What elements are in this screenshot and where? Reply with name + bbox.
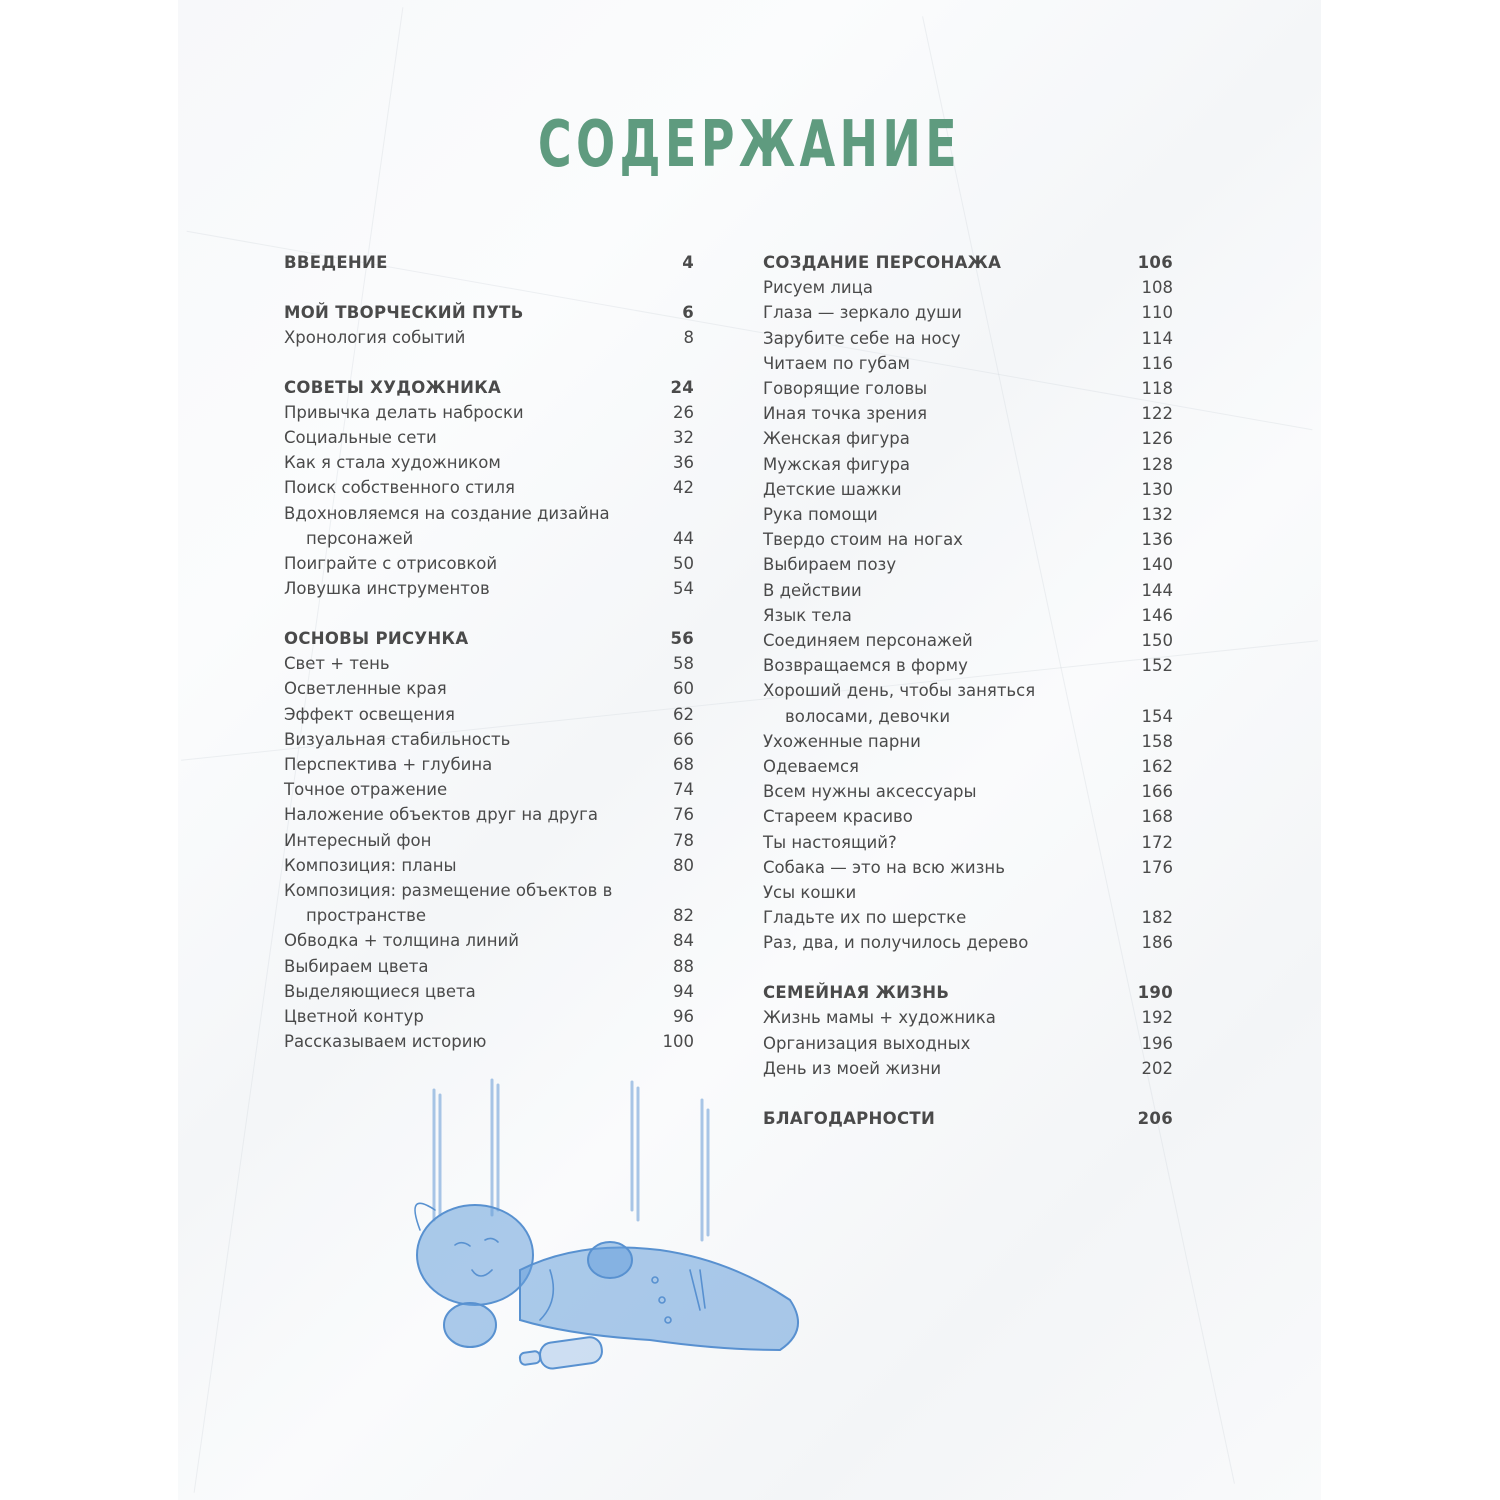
toc-entry-label: Гладьте их по шерстке — [763, 908, 967, 928]
toc-entry-page: 122 — [1141, 404, 1173, 424]
toc-entry[interactable] — [284, 450, 694, 475]
toc-heading-page: 106 — [1137, 253, 1173, 272]
toc-heading-label: ВВЕДЕНИЕ — [284, 253, 388, 272]
toc-entry[interactable] — [763, 477, 1173, 502]
toc-entry[interactable] — [284, 501, 694, 551]
toc-entry-label: Стареем красиво — [763, 807, 913, 827]
toc-entry-page: 172 — [1141, 832, 1173, 852]
toc-entry-page: 26 — [673, 402, 694, 422]
toc-entry-page: 108 — [1141, 278, 1173, 298]
toc-heading-label: МОЙ ТВОРЧЕСКИЙ ПУТЬ — [284, 302, 524, 322]
toc-entry[interactable] — [284, 878, 694, 928]
toc-entry[interactable] — [763, 779, 1173, 804]
toc-heading-label: СЕМЕЙНАЯ ЖИЗНЬ — [763, 983, 950, 1003]
toc-entry-page: 116 — [1141, 353, 1173, 373]
toc-entry[interactable] — [284, 325, 694, 350]
toc-entry-label: Интересный фон — [284, 830, 432, 850]
toc-entry[interactable] — [763, 527, 1173, 552]
toc-entry-label: Хороший день, чтобы заняться волосами, девочки — [763, 681, 1036, 726]
toc-entry-label: Рука помощи — [763, 505, 878, 525]
toc-entry-label: Собака — это на всю жизнь — [763, 857, 1005, 877]
toc-entry-page: 140 — [1141, 555, 1173, 575]
toc-entry-label: Говорящие головы — [763, 379, 928, 399]
toc-entry-label: Твердо стоим на ногах — [763, 530, 963, 550]
toc-entry[interactable] — [763, 275, 1173, 300]
toc-heading-page: 6 — [682, 302, 694, 322]
toc-entry-label: Вдохновляемся на создание дизайна персонажей — [284, 503, 610, 548]
toc-entry[interactable] — [763, 729, 1173, 754]
toc-entry-label: Возвращаемся в форму — [763, 656, 968, 676]
toc-entry-page: 76 — [673, 805, 694, 825]
toc-entry-page: 132 — [1141, 505, 1173, 525]
toc-entry-label: Усы кошки — [763, 883, 857, 903]
toc-entry[interactable] — [284, 425, 694, 450]
toc-entry[interactable] — [763, 1031, 1173, 1056]
toc-entry[interactable] — [763, 905, 1173, 930]
toc-heading-label: СОЗДАНИЕ ПЕРСОНАЖА — [763, 253, 1002, 272]
toc-entry-page: 36 — [673, 453, 694, 473]
toc-entry[interactable] — [284, 954, 694, 979]
toc-entry-page: 176 — [1141, 857, 1173, 877]
toc-entry-page: 136 — [1141, 530, 1173, 550]
toc-entry[interactable] — [763, 426, 1173, 451]
toc-entry[interactable] — [284, 551, 694, 576]
toc-entry[interactable] — [763, 300, 1173, 325]
toc-entry-label: Детские шажки — [763, 479, 902, 499]
toc-heading-page: 206 — [1137, 1108, 1173, 1128]
toc-entry-page: 66 — [673, 729, 694, 749]
toc-heading-label: БЛАГОДАРНОСТИ — [763, 1108, 936, 1128]
toc-entry-page: 60 — [673, 679, 694, 699]
toc-entry-page: 144 — [1141, 580, 1173, 600]
toc-entry[interactable] — [284, 1029, 694, 1054]
toc-entry-page: 154 — [1141, 706, 1173, 726]
toc-entry-page: 96 — [673, 1006, 694, 1026]
toc-entry-page: 54 — [673, 579, 694, 599]
toc-entry-page: 118 — [1141, 379, 1173, 399]
toc-entry-page: 74 — [673, 780, 694, 800]
toc-heading-page: 4 — [682, 253, 694, 272]
toc-entry[interactable] — [763, 578, 1173, 603]
toc-entry[interactable] — [763, 930, 1173, 955]
toc-heading-label: СОВЕТЫ ХУДОЖНИКА — [284, 377, 502, 397]
toc-entry[interactable] — [284, 676, 694, 701]
toc-heading-page: 56 — [670, 628, 694, 648]
toc-entry-page: 78 — [673, 830, 694, 850]
toc-entry-page: 88 — [673, 956, 694, 976]
toc-entry-label: Свет + тень — [284, 654, 390, 674]
toc-entry-label: Визуальная стабильность — [284, 729, 511, 749]
toc-entry[interactable] — [763, 880, 1173, 905]
toc-entry-page: 166 — [1141, 782, 1173, 802]
toc-entry[interactable] — [763, 326, 1173, 351]
toc-entry-label: Читаем по губам — [763, 353, 910, 373]
toc-entry-label: Соединяем персонажей — [763, 631, 973, 651]
toc-entry[interactable] — [763, 452, 1173, 477]
toc-entry-label: Язык тела — [763, 605, 852, 625]
baby-body — [417, 1205, 798, 1350]
toc-entry[interactable] — [763, 628, 1173, 653]
toc-entry-page: 62 — [673, 704, 694, 724]
toc-entry[interactable] — [763, 603, 1173, 628]
toc-entry-label: Ловушка инструментов — [284, 579, 490, 599]
toc-entry-page: 162 — [1141, 757, 1173, 777]
toc-entry[interactable] — [763, 552, 1173, 577]
toc-entry[interactable] — [284, 1004, 694, 1029]
toc-right-column — [763, 250, 1173, 1155]
toc-entry-label: Наложение объектов друг на друга — [284, 805, 598, 825]
toc-entry-page: 196 — [1141, 1033, 1173, 1053]
toc-entry-label: Как я стала художником — [284, 453, 501, 473]
toc-entry-label: Социальные сети — [284, 428, 437, 448]
toc-entry-label: Иная точка зрения — [763, 404, 928, 424]
toc-entry[interactable] — [284, 752, 694, 777]
toc-entry-page: 158 — [1141, 731, 1173, 751]
toc-entry[interactable] — [284, 828, 694, 853]
toc-heading-page: 24 — [670, 377, 694, 397]
toc-entry-label: Обводка + толщина линий — [284, 931, 519, 951]
toc-entry[interactable] — [763, 653, 1173, 678]
toc-entry[interactable] — [763, 1005, 1173, 1030]
toc-entry-page: 152 — [1141, 656, 1173, 676]
toc-entry-page: 84 — [673, 931, 694, 951]
toc-entry-label: Перспектива + глубина — [284, 754, 493, 774]
toc-entry[interactable] — [763, 855, 1173, 880]
toc-entry[interactable] — [763, 502, 1173, 527]
toc-section — [284, 375, 694, 602]
toc-entry-label: Женская фигура — [763, 429, 910, 449]
toc-section-heading[interactable] — [284, 300, 694, 325]
toc-entry-label: Организация выходных — [763, 1033, 971, 1053]
toc-entry-page: 186 — [1141, 933, 1173, 953]
toc-entry-page: 94 — [673, 981, 694, 1001]
toc-entry[interactable] — [763, 804, 1173, 829]
toc-entry-label: В действии — [763, 580, 862, 600]
toc-entry-label: Композиция: размещение объектов в пространстве — [284, 880, 613, 926]
toc-entry-label: Рассказываем историю — [284, 1032, 487, 1052]
toc-section-heading[interactable] — [284, 375, 694, 400]
toc-section — [763, 980, 1173, 1081]
toc-entry-page: 80 — [673, 855, 694, 875]
page-title: СОДЕРЖАНИЕ — [537, 108, 962, 182]
toc-entry-page: 8 — [683, 327, 694, 347]
toc-entry[interactable] — [284, 802, 694, 827]
sleeping-baby-sketch-icon — [400, 1070, 830, 1380]
toc-entry-page: 114 — [1141, 328, 1173, 348]
toc-entry[interactable] — [763, 376, 1173, 401]
toc-entry-page: 182 — [1141, 908, 1173, 928]
toc-entry-page: 192 — [1141, 1008, 1173, 1028]
toc-entry-label: Всем нужны аксессуары — [763, 782, 977, 802]
toc-entry[interactable] — [763, 754, 1173, 779]
toc-entry-label: Привычка делать наброски — [284, 402, 524, 422]
toc-entry-label: Выбираем позу — [763, 555, 897, 575]
toc-entry-label: Хронология событий — [284, 327, 466, 347]
toc-entry-page: 82 — [673, 906, 694, 926]
toc-entry-label: Цветной контур — [284, 1006, 424, 1026]
toc-entry-page: 58 — [673, 654, 694, 674]
toc-entry-page: 32 — [673, 428, 694, 448]
toc-entry[interactable] — [284, 979, 694, 1004]
toc-left-column — [284, 250, 694, 1079]
toc-entry-label: Поиграйте с отрисовкой — [284, 554, 498, 574]
toc-entry-label: Рисуем лица — [763, 278, 873, 298]
toc-entry-label: Выделяющиеся цвета — [284, 981, 476, 1001]
toc-entry-label: День из моей жизни — [763, 1058, 942, 1078]
toc-entry-page: 42 — [673, 478, 694, 498]
toc-entry[interactable] — [284, 777, 694, 802]
toc-entry-label: Зарубите себе на носу — [763, 328, 961, 348]
toc-entry-label: Точное отражение — [284, 780, 448, 800]
toc-section — [284, 300, 694, 350]
toc-section-heading[interactable] — [763, 250, 1173, 275]
toc-section-heading[interactable] — [763, 980, 1173, 1005]
toc-entry[interactable] — [284, 727, 694, 752]
toc-heading-page: 190 — [1137, 983, 1173, 1003]
toc-entry-page: 130 — [1141, 479, 1173, 499]
toc-entry-label: Мужская фигура — [763, 454, 911, 474]
toc-entry-page: 50 — [673, 554, 694, 574]
toc-entry-label: Поиск собственного стиля — [284, 478, 515, 498]
toc-entry-page: 128 — [1141, 454, 1173, 474]
toc-entry[interactable] — [763, 401, 1173, 426]
toc-entry[interactable] — [763, 678, 1173, 728]
toc-entry-label: Одеваемся — [763, 757, 859, 777]
toc-entry-page: 202 — [1141, 1058, 1173, 1078]
toc-entry[interactable] — [763, 351, 1173, 376]
toc-entry-label: Жизнь мамы + художника — [763, 1008, 996, 1028]
toc-entry-page: 110 — [1141, 303, 1173, 323]
toc-section-heading[interactable] — [284, 250, 694, 275]
toc-entry-label: Ухоженные парни — [763, 731, 921, 751]
toc-entry-label: Выбираем цвета — [284, 956, 429, 976]
toc-entry[interactable] — [284, 576, 694, 601]
milk-bottle — [519, 1336, 603, 1370]
toc-entry[interactable] — [284, 651, 694, 676]
toc-heading-label: ОСНОВЫ РИСУНКА — [284, 628, 469, 648]
toc-entry-label: Композиция: планы — [284, 855, 457, 875]
toc-section — [284, 626, 694, 1054]
toc-entry-label: Раз, два, и получилось дерево — [763, 933, 1029, 953]
toc-entry[interactable] — [284, 702, 694, 727]
toc-entry[interactable] — [284, 475, 694, 500]
toc-entry-page: 68 — [673, 754, 694, 774]
toc-section-heading[interactable] — [284, 626, 694, 651]
toc-entry[interactable] — [284, 928, 694, 953]
toc-entry-page: 126 — [1141, 429, 1173, 449]
toc-entry-label: Ты настоящий? — [763, 832, 897, 852]
toc-entry[interactable] — [284, 400, 694, 425]
toc-entry-label: Осветленные края — [284, 679, 447, 699]
toc-entry[interactable] — [763, 830, 1173, 855]
toc-entry-page: 100 — [662, 1032, 694, 1052]
toc-entry-page: 44 — [673, 528, 694, 548]
toc-entry-page: 168 — [1141, 807, 1173, 827]
toc-entry[interactable] — [284, 853, 694, 878]
toc-section — [284, 250, 694, 275]
toc-entry-label: Эффект освещения — [284, 704, 455, 724]
toc-entry-label: Глаза — зеркало души — [763, 303, 962, 323]
toc-entry-page: 150 — [1141, 631, 1173, 651]
toc-entry-page: 146 — [1141, 605, 1173, 625]
toc-section — [763, 250, 1173, 956]
